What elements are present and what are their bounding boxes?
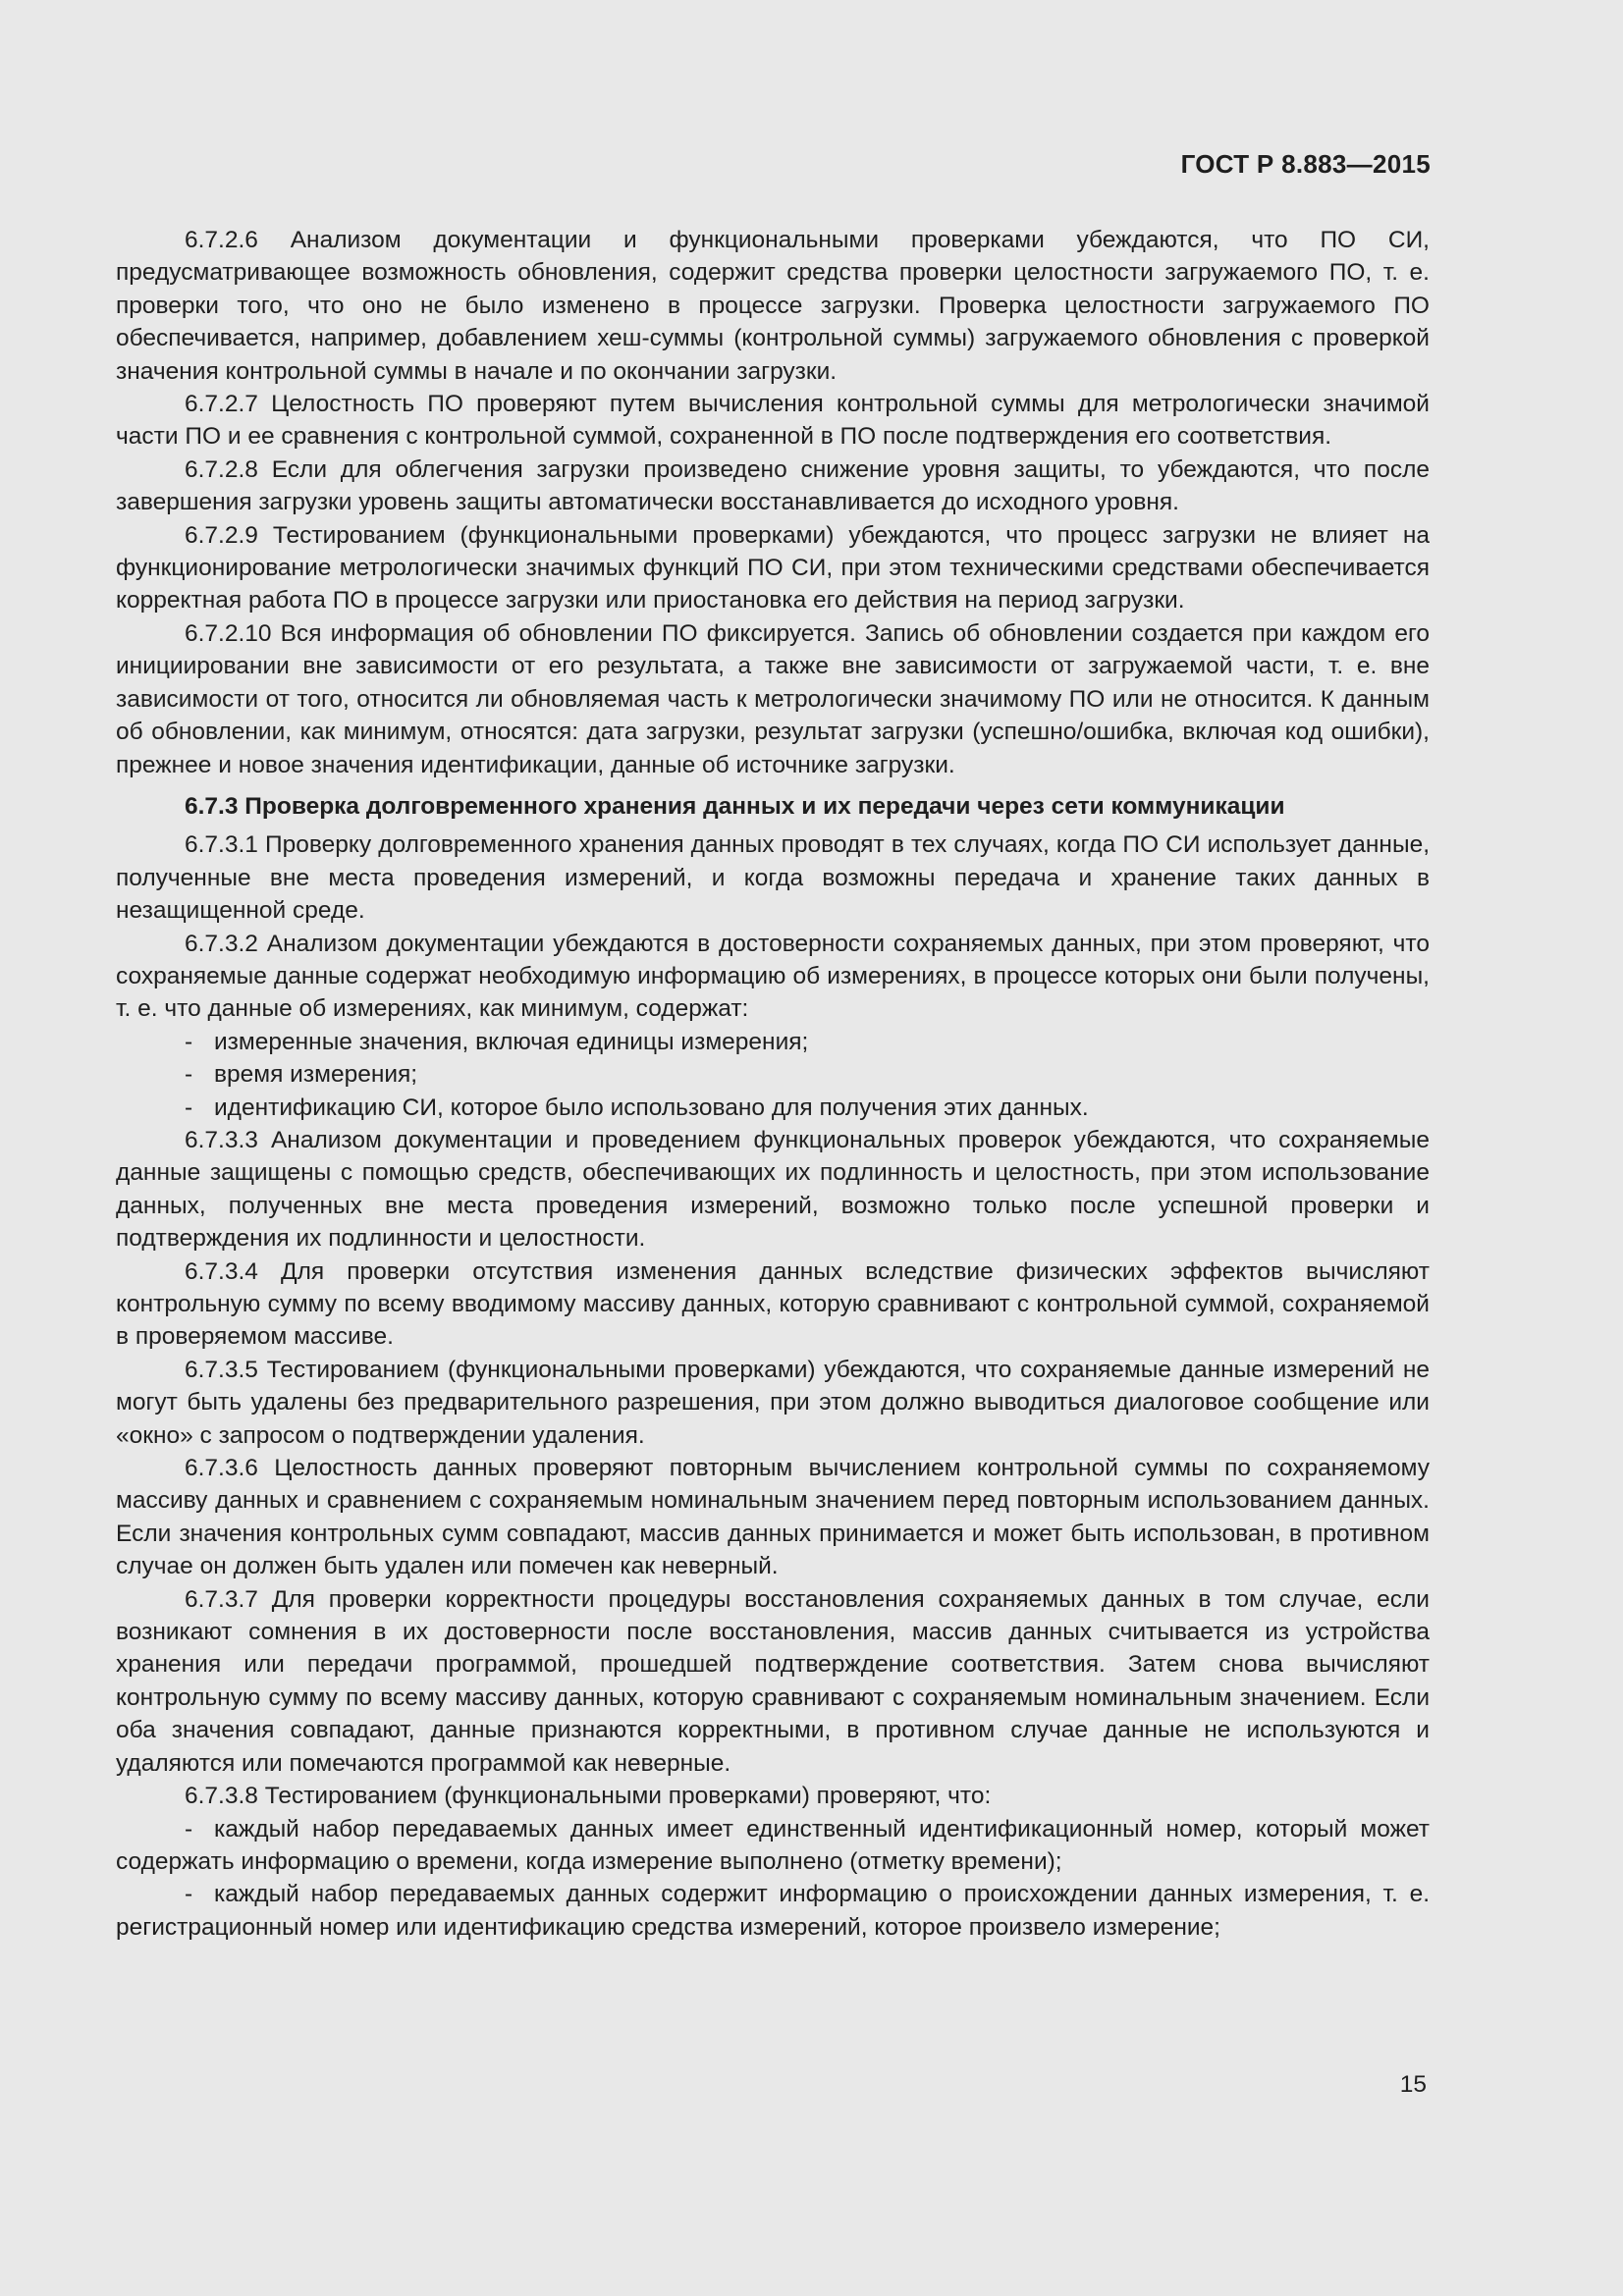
clause-6-7-2-9: 6.7.2.9 Тестированием (функциональными проверками) убеждаются, что процесс загрузки не влияет на функционирование метрологически значимых функций ПО СИ, при этом техническими средствами обеспечивается корректная работа ПО в процессе загрузки или приостановка его действия на период загрузки.	[116, 521, 1430, 614]
clause-6-7-3-3: 6.7.3.3 Анализом документации и проведением функциональных проверок убеждаются, что сохраняемые данные защищены с помощью средств, обеспечивающих их подлинность и целостность, при этом использование данных, полученных вне места проведения измерений, возможно только после успешной проверки и подтверждения их подлинности и целостности.	[116, 1126, 1430, 1253]
dash-marker: -	[185, 1028, 193, 1055]
list-item-text: каждый набор передаваемых данных содержит информацию о происхождении данных измерения, т. е. регистрационный номер или идентификацию средства измерений, которое произвело измерение;	[116, 1881, 1430, 1941]
clause-6-7-3-1: 6.7.3.1 Проверку долговременного хранения данных проводят в тех случаях, когда ПО СИ использует данные, полученные вне места проведения измерений, и когда возможны передача и хранение таких данных в незащищенной среде.	[116, 831, 1430, 925]
clause-6-7-3-2: 6.7.3.2 Анализом документации убеждаются в достоверности сохраняемых данных, при этом проверяют, что сохраняемые данные содержат необходимую информацию об измерениях, в процессе которых они были получены, т. е. что данные об измерениях, как минимум, содержат:	[116, 930, 1430, 1023]
list-item	[116, 1058, 1430, 1091]
clause-6-7-3-7: 6.7.3.7 Для проверки корректности процедуры восстановления сохраняемых данных в том случае, если возникают сомнения в их достоверности после восстановления, массив данных считывается из устройства хранения или передачи программой, прошедшей подтверждение соответствия. Затем снова вычисляют контрольную сумму по всему массиву данных, которую сравнивают с сохраняемым номинальным значением. Если оба значения совпадают, данные признаются корректными, в противном случае данные не используются и удаляются или помечаются программой как неверные.	[116, 1585, 1430, 1777]
page-number: 15	[1399, 2071, 1427, 2098]
clause-6-7-2-7: 6.7.2.7 Целостность ПО проверяют путем вычисления контрольной суммы для метрологически значимой части ПО и ее сравнения с контрольной суммой, сохраненной в ПО после подтверждения его соответствия.	[116, 391, 1430, 451]
list-item	[116, 1092, 1430, 1124]
section-heading-6-7-3: 6.7.3 Проверка долговременного хранения данных и их передачи через сети коммуникации	[185, 792, 1285, 820]
list-item-text: идентификацию СИ, которое было использовано для получения этих данных.	[214, 1094, 1089, 1121]
list-item	[116, 1026, 1430, 1058]
clause-6-7-2-6: 6.7.2.6 Анализом документации и функциональными проверками убеждаются, что ПО СИ, предусматривающее возможность обновления, содержит средства проверки целостности загружаемого ПО, т. е. проверки того, что оно не было изменено в процессе загрузки. Проверка целостности загружаемого ПО обеспечивается, например, добавлением хеш-суммы (контрольной суммы) загружаемого обновления с проверкой значения контрольной суммы в начале и по окончании загрузки.	[116, 227, 1430, 385]
list-item	[116, 1878, 1430, 1944]
document-body	[116, 224, 1430, 1944]
dash-marker: -	[185, 1094, 193, 1121]
clause-6-7-2-8: 6.7.2.8 Если для облегчения загрузки произведено снижение уровня защиты, то убеждаются, что после завершения загрузки уровень защиты автоматически восстанавливается до исходного уровня.	[116, 455, 1430, 516]
list-item	[116, 1813, 1430, 1879]
list-item-text: измеренные значения, включая единицы измерения;	[214, 1028, 809, 1055]
list-item-text: время измерения;	[214, 1061, 418, 1089]
clause-6-7-3-8: 6.7.3.8 Тестированием (функциональными проверками) проверяют, что:	[185, 1783, 992, 1810]
dash-marker: -	[185, 1881, 193, 1908]
document-code: ГОСТ Р 8.883—2015	[1180, 149, 1431, 179]
clause-6-7-2-10: 6.7.2.10 Вся информация об обновлении ПО фиксируется. Запись об обновлении создается при каждом его инициировании вне зависимости от его результата, а также вне зависимости от загружаемой части, т. е. вне зависимости от того, относится ли обновляемая часть к метрологически значимому ПО или не относится. К данным об обновлении, как минимум, относятся: дата загрузки, результат загрузки (успешно/ошибка, включая код ошибки), прежнее и новое значения идентификации, данные об источнике загрузки.	[116, 619, 1430, 778]
dash-marker: -	[185, 1815, 193, 1842]
clause-6-7-3-4: 6.7.3.4 Для проверки отсутствия изменения данных вследствие физических эффектов вычисляют контрольную сумму по всему вводимому массиву данных, которую сравнивают с контрольной суммой, сохраняемой в проверяемом массиве.	[116, 1257, 1430, 1351]
list-item-text: каждый набор передаваемых данных имеет единственный идентификационный номер, который может содержать информацию о времени, когда измерение выполнено (отметку времени);	[116, 1815, 1430, 1875]
clause-6-7-3-6: 6.7.3.6 Целостность данных проверяют повторным вычислением контрольной суммы по сохраняемому массиву данных и сравнением с сохраняемым номинальным значением перед повторным использованием данных. Если значения контрольных сумм совпадают, массив данных принимается и может быть использован, в противном случае он должен быть удален или помечен как неверный.	[116, 1455, 1430, 1580]
dash-marker: -	[185, 1061, 193, 1089]
clause-6-7-3-5: 6.7.3.5 Тестированием (функциональными проверками) убеждаются, что сохраняемые данные измерений не могут быть удалены без предварительного разрешения, при этом должно выводиться диалоговое сообщение или «окно» с запросом о подтверждении удаления.	[116, 1356, 1430, 1449]
